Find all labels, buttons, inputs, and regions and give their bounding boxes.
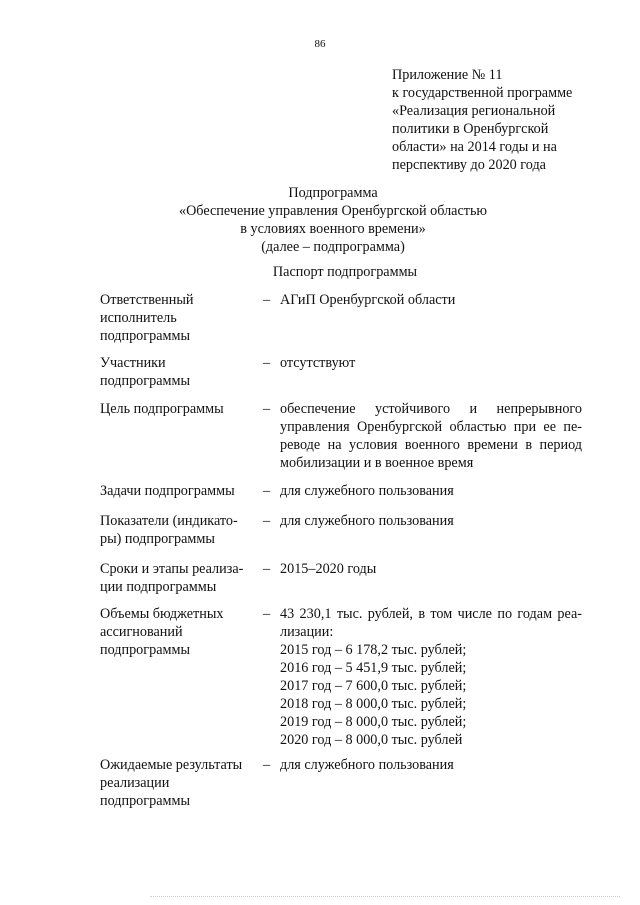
value-line: лизации: [280, 624, 334, 640]
value-line: для служебного пользования [280, 483, 454, 499]
row-value [280, 512, 582, 530]
row-dash: – [263, 561, 271, 577]
row-label [100, 400, 260, 418]
appendix-line: к государственной программе [392, 85, 573, 101]
row-value [280, 482, 582, 500]
title-line: Подпрограмма [288, 185, 378, 201]
row-dash: – [263, 606, 271, 622]
label-line: Цель подпрограммы [100, 401, 224, 417]
label-line: Объемы бюджетных [100, 606, 224, 622]
page-number: 86 [314, 38, 326, 50]
label-line: подпрограммы [100, 373, 190, 389]
label-line: Ответственный [100, 292, 194, 308]
row-dash: – [263, 513, 271, 529]
label-line: подпрограммы [100, 793, 190, 809]
subprogram-title [0, 184, 640, 256]
label-line: реализации [100, 775, 170, 791]
appendix-note [392, 66, 622, 174]
row-value [280, 756, 582, 774]
label-line: Показатели (индикато- [100, 513, 238, 529]
label-line: подпрограммы [100, 642, 190, 658]
row-label [100, 482, 260, 500]
passport-heading: Паспорт подпрограммы [272, 264, 418, 280]
value-line: мобилизации и в военное время [280, 455, 474, 471]
value-line: 2015–2020 годы [280, 561, 377, 577]
budget-year-line: 2015 год – 6 178,2 тыс. рублей; [280, 642, 467, 658]
footer-divider [150, 896, 620, 898]
label-line: Участники [100, 355, 166, 371]
appendix-line: «Реализация региональной [392, 103, 556, 119]
row-value [280, 560, 582, 578]
label-line: подпрограммы [100, 328, 190, 344]
label-line: ры) подпрограммы [100, 531, 215, 547]
budget-year-line: 2016 год – 5 451,9 тыс. рублей; [280, 660, 467, 676]
row-value [280, 605, 582, 749]
value-line: для служебного пользования [280, 513, 454, 529]
row-dash: – [263, 757, 271, 773]
row-label [100, 354, 260, 390]
row-label [100, 756, 260, 810]
appendix-line: Приложение № 11 [392, 67, 503, 83]
row-label [100, 605, 260, 659]
title-line: в условиях военного времени» [240, 221, 426, 237]
row-value [280, 400, 582, 472]
appendix-line: политики в Оренбургской [392, 121, 549, 137]
row-label [100, 560, 260, 596]
label-line: Ожидаемые результаты [100, 757, 243, 773]
appendix-line: перспективу до 2020 года [392, 157, 546, 173]
label-line: ассигнований [100, 624, 183, 640]
label-line: ции подпрограммы [100, 579, 217, 595]
row-value [280, 354, 582, 372]
value-line: для служебного пользования [280, 757, 454, 773]
row-label [100, 291, 260, 345]
row-label [100, 512, 260, 548]
title-line: (далее – подпрограмма) [261, 239, 405, 255]
label-line: исполнитель [100, 310, 177, 326]
value-line: обеспечение устойчивого и непрерывного [280, 401, 582, 417]
budget-year-line: 2019 год – 8 000,0 тыс. рублей; [280, 714, 467, 730]
row-dash: – [263, 401, 271, 417]
appendix-line: области» на 2014 годы и на [392, 139, 557, 155]
row-dash: – [263, 292, 271, 308]
value-line: отсутствуют [280, 355, 356, 371]
budget-year-line: 2018 год – 8 000,0 тыс. рублей; [280, 696, 467, 712]
value-line: управления Оренбургской областью при ее пе- [280, 419, 582, 435]
budget-year-line: 2017 год – 7 600,0 тыс. рублей; [280, 678, 467, 694]
budget-year-line: 2020 год – 8 000,0 тыс. рублей [280, 732, 463, 748]
row-value [280, 291, 582, 309]
label-line: Сроки и этапы реализа- [100, 561, 244, 577]
row-dash: – [263, 355, 271, 371]
row-dash: – [263, 483, 271, 499]
value-line: 43 230,1 тыс. рублей, в том числе по годам реа- [280, 606, 582, 622]
value-line: реводе на условия военного времени в период [280, 437, 582, 453]
label-line: Задачи подпрограммы [100, 483, 235, 499]
value-line: АГиП Оренбургской области [280, 292, 456, 308]
title-line: «Обеспечение управления Оренбургской областью [178, 203, 488, 219]
